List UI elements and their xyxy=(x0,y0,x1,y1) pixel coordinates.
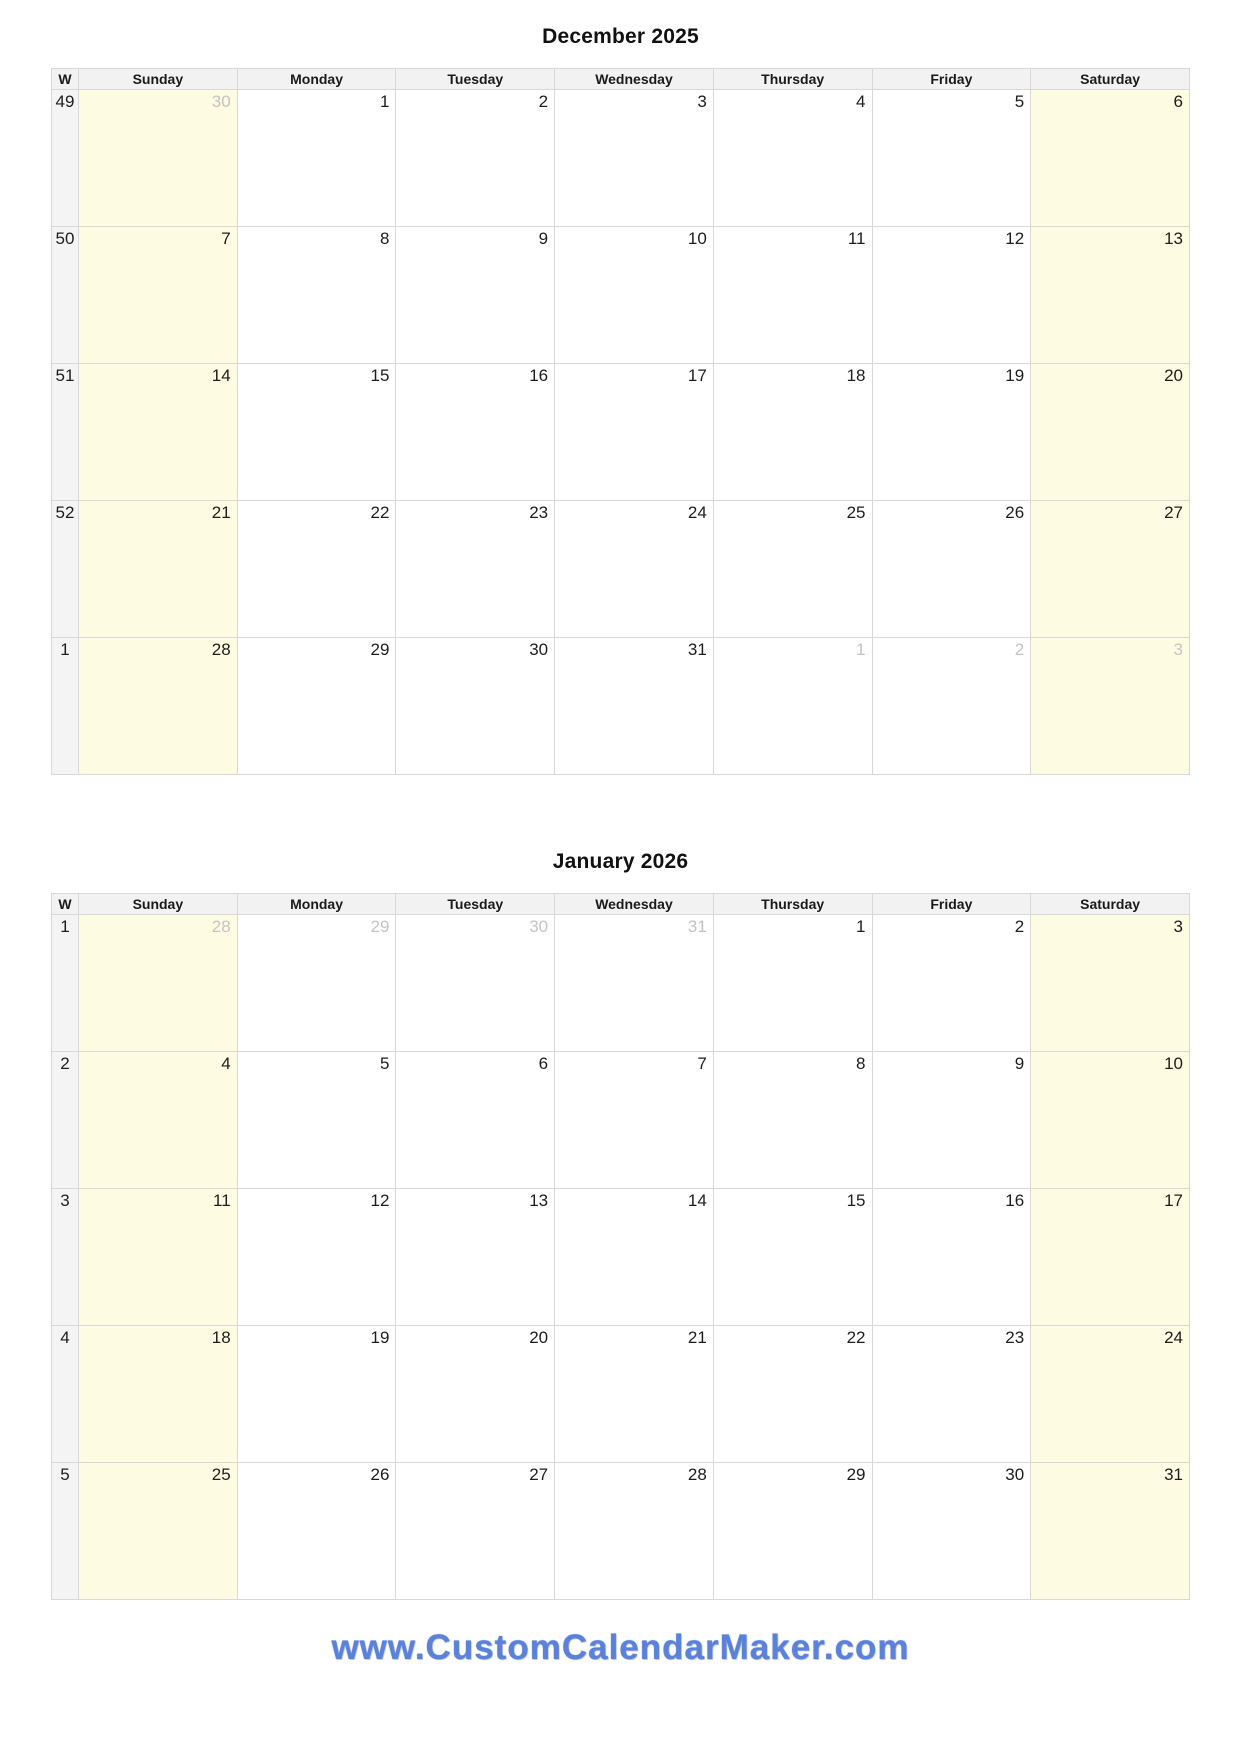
day-cell: 5 xyxy=(237,1052,396,1189)
day-header-tuesday: Tuesday xyxy=(396,69,555,90)
week-column-header: W xyxy=(52,894,79,915)
day-cell: 18 xyxy=(713,364,872,501)
week-row xyxy=(52,90,1190,227)
day-cell: 15 xyxy=(713,1189,872,1326)
day-cell: 3 xyxy=(555,90,714,227)
week-row xyxy=(52,915,1190,1052)
day-cell: 24 xyxy=(555,501,714,638)
day-header-tuesday: Tuesday xyxy=(396,894,555,915)
day-cell: 16 xyxy=(872,1189,1031,1326)
day-cell: 16 xyxy=(396,364,555,501)
day-cell: 28 xyxy=(79,638,238,775)
week-column-header: W xyxy=(52,69,79,90)
day-cell: 30 xyxy=(79,90,238,227)
day-cell: 31 xyxy=(555,638,714,775)
day-header-friday: Friday xyxy=(872,894,1031,915)
day-cell: 13 xyxy=(1031,227,1190,364)
week-row xyxy=(52,1189,1190,1326)
day-cell: 11 xyxy=(713,227,872,364)
week-number-cell: 4 xyxy=(52,1326,79,1463)
day-cell: 20 xyxy=(396,1326,555,1463)
day-cell: 9 xyxy=(396,227,555,364)
day-cell: 8 xyxy=(237,227,396,364)
day-header-friday: Friday xyxy=(872,69,1031,90)
day-cell: 29 xyxy=(713,1463,872,1600)
calendar-grid xyxy=(51,893,1190,1600)
week-number-cell: 50 xyxy=(52,227,79,364)
day-cell: 22 xyxy=(713,1326,872,1463)
week-number-cell: 51 xyxy=(52,364,79,501)
day-cell: 20 xyxy=(1031,364,1190,501)
day-cell: 2 xyxy=(396,90,555,227)
day-cell: 14 xyxy=(79,364,238,501)
week-number-cell: 1 xyxy=(52,915,79,1052)
day-cell: 1 xyxy=(713,638,872,775)
day-cell: 6 xyxy=(1031,90,1190,227)
day-cell: 10 xyxy=(1031,1052,1190,1189)
week-row xyxy=(52,501,1190,638)
calendar-title: January 2026 xyxy=(552,850,689,873)
week-row xyxy=(52,364,1190,501)
day-cell: 19 xyxy=(237,1326,396,1463)
calendar-grid xyxy=(51,68,1190,775)
day-cell: 1 xyxy=(237,90,396,227)
day-header-sunday: Sunday xyxy=(79,894,238,915)
day-cell: 3 xyxy=(1031,915,1190,1052)
day-cell: 19 xyxy=(872,364,1031,501)
day-cell: 10 xyxy=(555,227,714,364)
day-cell: 30 xyxy=(396,638,555,775)
footer-watermark-link[interactable]: www.CustomCalendarMaker.com xyxy=(331,1628,910,1667)
calendar-december xyxy=(51,20,1190,775)
day-cell: 6 xyxy=(396,1052,555,1189)
week-number-cell: 5 xyxy=(52,1463,79,1600)
day-cell: 25 xyxy=(713,501,872,638)
day-cell: 26 xyxy=(237,1463,396,1600)
day-cell: 5 xyxy=(872,90,1031,227)
day-cell: 9 xyxy=(872,1052,1031,1189)
day-cell: 12 xyxy=(237,1189,396,1326)
day-header-wednesday: Wednesday xyxy=(555,894,714,915)
week-number-cell: 49 xyxy=(52,90,79,227)
day-cell: 7 xyxy=(555,1052,714,1189)
week-row xyxy=(52,638,1190,775)
day-cell: 29 xyxy=(237,915,396,1052)
day-cell: 25 xyxy=(79,1463,238,1600)
weekday-header-row xyxy=(52,894,1190,915)
day-cell: 14 xyxy=(555,1189,714,1326)
week-number-cell: 2 xyxy=(52,1052,79,1189)
day-header-thursday: Thursday xyxy=(713,69,872,90)
week-row xyxy=(52,1463,1190,1600)
day-cell: 17 xyxy=(1031,1189,1190,1326)
day-cell: 24 xyxy=(1031,1326,1190,1463)
day-cell: 15 xyxy=(237,364,396,501)
day-header-thursday: Thursday xyxy=(713,894,872,915)
day-cell: 21 xyxy=(555,1326,714,1463)
day-cell: 27 xyxy=(396,1463,555,1600)
day-cell: 31 xyxy=(555,915,714,1052)
day-cell: 22 xyxy=(237,501,396,638)
day-cell: 23 xyxy=(872,1326,1031,1463)
day-header-monday: Monday xyxy=(237,894,396,915)
day-cell: 18 xyxy=(79,1326,238,1463)
day-header-sunday: Sunday xyxy=(79,69,238,90)
day-cell: 2 xyxy=(872,638,1031,775)
weekday-header-row xyxy=(52,69,1190,90)
day-cell: 4 xyxy=(713,90,872,227)
calendar-january xyxy=(51,845,1190,1600)
week-row xyxy=(52,1326,1190,1463)
week-number-cell: 3 xyxy=(52,1189,79,1326)
week-row xyxy=(52,227,1190,364)
week-number-cell: 52 xyxy=(52,501,79,638)
week-row xyxy=(52,1052,1190,1189)
day-cell: 23 xyxy=(396,501,555,638)
day-cell: 28 xyxy=(79,915,238,1052)
day-cell: 8 xyxy=(713,1052,872,1189)
day-header-saturday: Saturday xyxy=(1031,69,1190,90)
day-cell: 30 xyxy=(872,1463,1031,1600)
day-cell: 11 xyxy=(79,1189,238,1326)
day-header-monday: Monday xyxy=(237,69,396,90)
day-cell: 2 xyxy=(872,915,1031,1052)
day-cell: 27 xyxy=(1031,501,1190,638)
day-cell: 1 xyxy=(713,915,872,1052)
day-cell: 31 xyxy=(1031,1463,1190,1600)
day-header-saturday: Saturday xyxy=(1031,894,1190,915)
day-cell: 17 xyxy=(555,364,714,501)
week-number-cell: 1 xyxy=(52,638,79,775)
day-cell: 12 xyxy=(872,227,1031,364)
day-cell: 3 xyxy=(1031,638,1190,775)
day-cell: 29 xyxy=(237,638,396,775)
calendar-title: December 2025 xyxy=(542,25,699,48)
day-cell: 28 xyxy=(555,1463,714,1600)
day-cell: 13 xyxy=(396,1189,555,1326)
day-cell: 7 xyxy=(79,227,238,364)
day-header-wednesday: Wednesday xyxy=(555,69,714,90)
day-cell: 4 xyxy=(79,1052,238,1189)
day-cell: 21 xyxy=(79,501,238,638)
day-cell: 30 xyxy=(396,915,555,1052)
day-cell: 26 xyxy=(872,501,1031,638)
